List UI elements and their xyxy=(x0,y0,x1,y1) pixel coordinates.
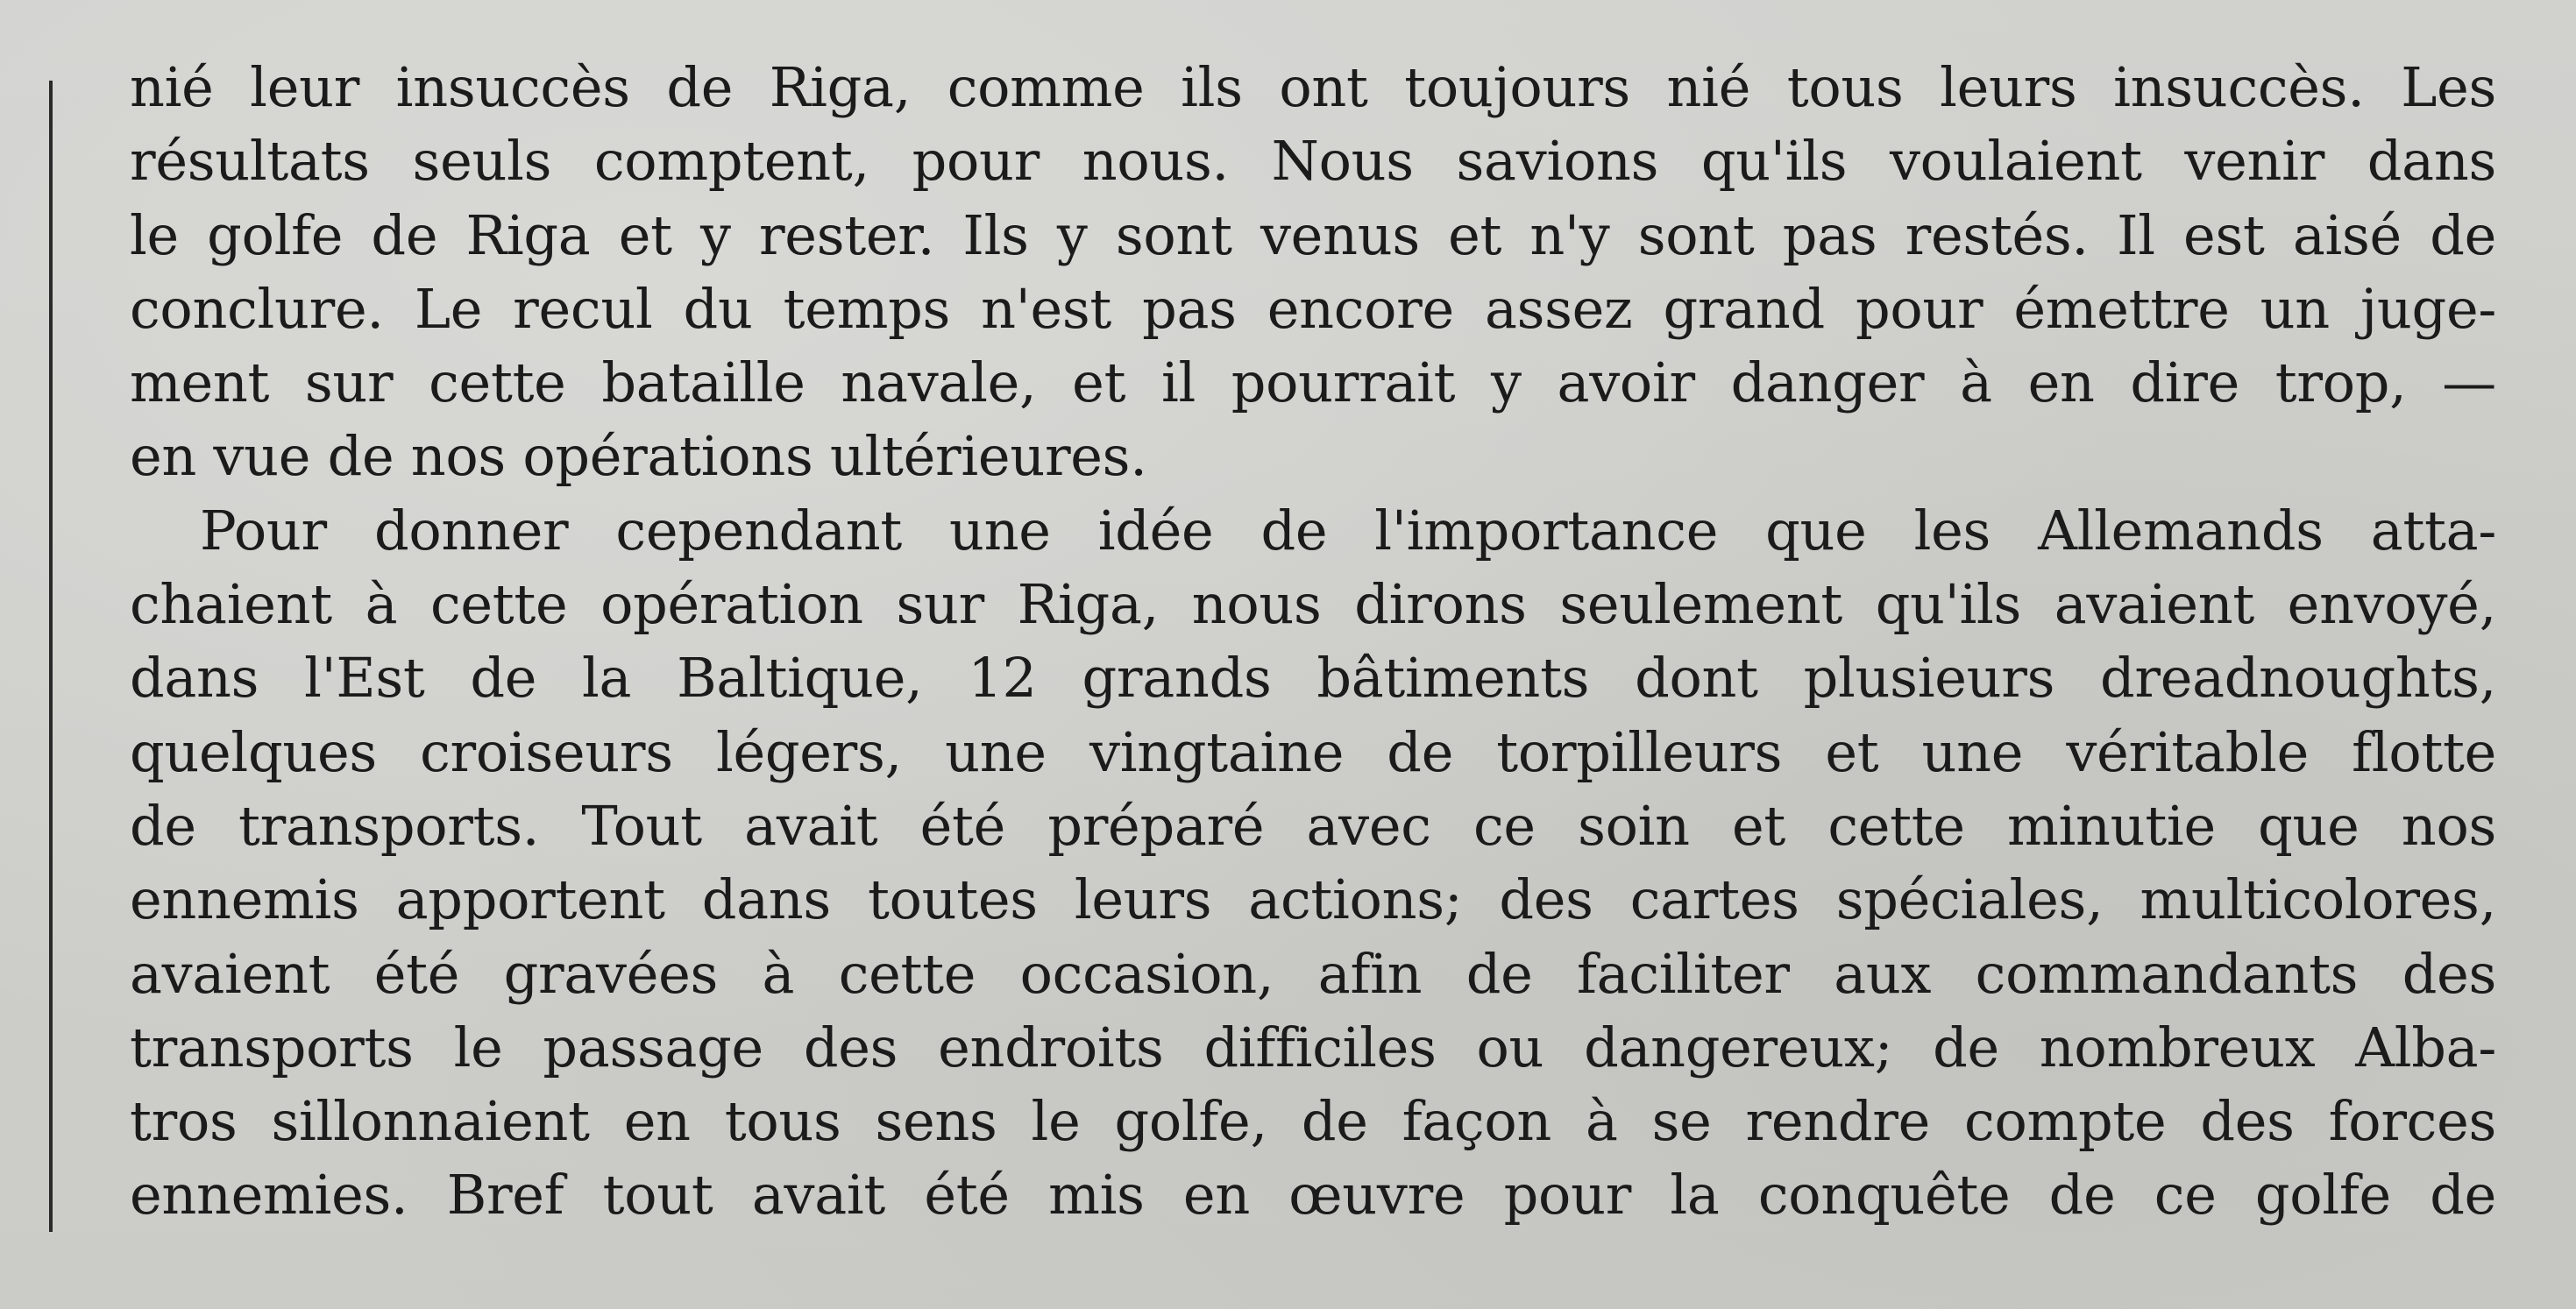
text-line-1: nié leur insuccès de Riga, comme ils ont toujours nié tous leurs insuccès. Les xyxy=(130,55,2496,119)
text-line-4: conclure. Le recul du temps n'est pas encore assez grand pour émettre un juge- xyxy=(130,276,2496,341)
text-line-13: avaient été gravées à cette occasion, afin de faciliter aux commandants des xyxy=(130,941,2496,1006)
text-line-14: transports le passage des endroits difficiles ou dangereux; de nombreux Alba- xyxy=(130,1015,2496,1079)
text-line-10: quelques croiseurs légers, une vingtaine de torpilleurs et une véritable flotte xyxy=(130,719,2496,784)
text-line-2: résultats seuls comptent, pour nous. Nous savions qu'ils voulaient venir dans xyxy=(130,129,2496,194)
text-line-16: ennemies. Bref tout avait été mis en œuvre pour la conquête de ce golfe de xyxy=(130,1163,2496,1228)
text-line-8: chaient à cette opération sur Riga, nous dirons seulement qu'ils avaient envoyé, xyxy=(130,572,2496,637)
text-line-3: le golfe de Riga et y rester. Ils y sont venus et n'y sont pas restés. Il est aisé de xyxy=(130,202,2496,267)
text-line-9: dans l'Est de la Baltique, 12 grands bâtiments dont plusieurs dreadnoughts, xyxy=(130,646,2496,711)
text-line-11: de transports. Tout avait été préparé avec ce soin et cette minutie que nos xyxy=(130,793,2496,858)
body-text xyxy=(130,51,2496,1233)
text-line-5: ment sur cette bataille navale, et il pourrait y avoir danger à en dire trop, — xyxy=(130,350,2496,415)
text-line-7: Pour donner cependant une idée de l'importance que les Allemands atta- xyxy=(200,498,2496,563)
text-line-6: en vue de nos opérations ultérieures. xyxy=(130,424,1147,489)
text-line-15: tros sillonnaient en tous sens le golfe, de façon à se rendre compte des forces xyxy=(130,1089,2496,1154)
margin-rule xyxy=(49,81,53,1232)
text-line-12: ennemis apportent dans toutes leurs actions; des cartes spéciales, multicolores, xyxy=(130,867,2496,932)
